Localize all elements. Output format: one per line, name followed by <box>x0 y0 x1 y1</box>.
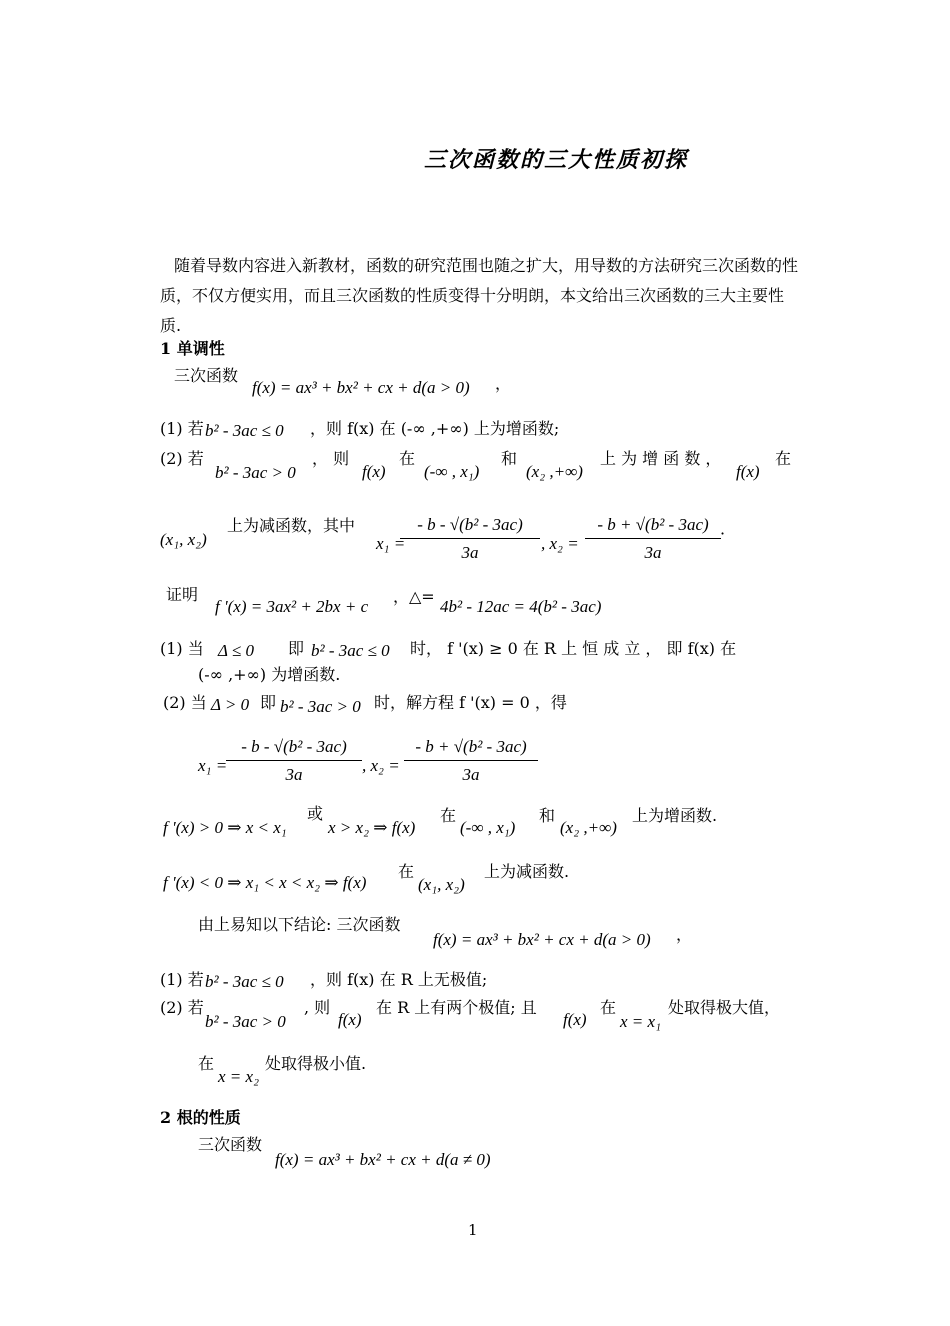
case-1-condition: b² - 3ac ≤ 0 <box>205 421 284 440</box>
conclusion-2-in-2: 在 <box>198 1054 215 1073</box>
conclusion-2-in: 在 <box>600 998 617 1017</box>
conclusion-formula: f(x) = ax³ + bx² + cx + d(a > 0) <box>433 930 651 949</box>
case-1-label: (1) 若 <box>160 419 204 438</box>
discriminant-sep: ，△= <box>393 587 435 606</box>
conclusion-2-x1: x = x₁ <box>620 1012 661 1031</box>
negative-derivative-tail: 上为减函数. <box>484 862 570 881</box>
negative-derivative-a: f '(x) < 0 ⇒ x₁ < x < x₂ ⇒ f(x) <box>163 873 367 892</box>
derivative-formula: f '(x) = 3ax² + 2bx + c <box>215 597 369 616</box>
comma: ， <box>495 374 512 393</box>
proof-case-2-rest: 时，解方程 f '(x) = 0 ，得 <box>374 693 567 712</box>
positive-derivative-or: 或 <box>307 804 324 823</box>
case-2-interval-2: (x₂ ,+∞) <box>526 462 583 481</box>
case-1-text: ，则 f(x) 在 (-∞ ,+∞) 上为增函数; <box>310 419 560 438</box>
root-x1-fraction <box>226 737 362 786</box>
conclusion-2-mid: 在 R 上有两个极值; 且 <box>376 998 537 1017</box>
positive-derivative-b: x > x₂ ⇒ f(x) <box>328 818 416 837</box>
x1-numerator: - b - √(b² - 3ac) <box>400 515 540 539</box>
page-number: 1 <box>468 1221 478 1239</box>
root-x2-fraction <box>404 737 538 786</box>
root-x1-numerator: - b - √(b² - 3ac) <box>226 737 362 761</box>
conclusion-1-condition: b² - 3ac ≤ 0 <box>205 972 284 991</box>
root-x2-denominator: 3a <box>462 765 480 785</box>
definition-formula: f(x) = ax³ + bx² + cx + d(a > 0) <box>252 378 470 397</box>
proof-case-1-ji: 即 <box>288 639 305 658</box>
conclusion-2-condition: b² - 3ac > 0 <box>205 1012 286 1031</box>
case-2-and: 和 <box>501 449 518 468</box>
positive-derivative-in: 在 <box>440 806 457 825</box>
case-2-decreasing: 上为减函数，其中 <box>227 516 356 535</box>
section-2-definition-label: 三次函数 <box>198 1135 263 1154</box>
conclusion-label: 由上易知以下结论: 三次函数 <box>198 915 401 934</box>
proof-case-1-delta: Δ ≤ 0 <box>218 641 255 660</box>
x2-numerator: - b + √(b² - 3ac) <box>585 515 721 539</box>
positive-derivative-tail: 上为增函数. <box>632 806 718 825</box>
positive-derivative-interval-1: (-∞ , x₁) <box>460 818 516 837</box>
case-2-then: ， 则 <box>312 449 350 468</box>
root-x1-lhs: x₁ = <box>198 756 228 775</box>
x1-fraction <box>400 515 540 564</box>
root-x2-lhs: , x₂ = <box>362 756 400 775</box>
case-2-label: (2) 若 <box>160 449 204 468</box>
case-2-f-2: f(x) <box>736 462 760 481</box>
conclusion-2-f-2: f(x) <box>563 1010 587 1029</box>
positive-derivative-a: f '(x) > 0 ⇒ x < x₁ <box>163 818 287 837</box>
conclusion-2-minimum: 处取得极小值. <box>265 1054 367 1073</box>
case-2-increasing: 上 为 增 函 数 ， <box>600 449 722 468</box>
x2-lhs: , x₂ = <box>541 534 579 553</box>
definition-label: 三次函数 <box>174 366 239 385</box>
root-x1-denominator: 3a <box>285 765 303 785</box>
conclusion-1-label: (1) 若 <box>160 970 204 989</box>
comma-2: ， <box>676 925 693 944</box>
x1-denominator: 3a <box>461 543 479 563</box>
dot: · <box>720 524 726 543</box>
case-2-in: 在 <box>399 449 416 468</box>
root-x2-numerator: - b + √(b² - 3ac) <box>404 737 538 761</box>
proof-case-2-condition: b² - 3ac > 0 <box>280 697 361 716</box>
negative-derivative-in: 在 <box>398 862 415 881</box>
x1-lhs: x₁ = <box>376 534 406 553</box>
section-2-heading: 2 根的性质 <box>160 1108 241 1127</box>
proof-case-2-delta: Δ > 0 <box>211 695 250 714</box>
proof-case-2-label: (2) 当 <box>163 693 207 712</box>
negative-derivative-interval: (x₁, x₂) <box>418 875 465 894</box>
conclusion-2-f: f(x) <box>338 1010 362 1029</box>
positive-derivative-interval-2: (x₂ ,+∞) <box>560 818 617 837</box>
conclusion-2-x2: x = x₂ <box>218 1067 259 1086</box>
proof-label: 证明 <box>166 585 199 604</box>
conclusion-2-maximum: 处取得极大值， <box>668 998 781 1017</box>
case-2-f: f(x) <box>362 462 386 481</box>
discriminant-formula: 4b² - 12ac = 4(b² - 3ac) <box>440 597 602 616</box>
page-title: 三次函数的三大性质初探 <box>424 147 689 173</box>
case-2-interval-3: (x₁, x₂) <box>160 530 207 549</box>
conclusion-2-label: (2) 若 <box>160 998 204 1017</box>
proof-case-1-line-2: (-∞ ,+∞) 为增函数. <box>198 665 341 684</box>
proof-case-1-rest: 时， f '(x) ≥ 0 在 R 上 恒 成 立 ， 即 f(x) 在 <box>410 639 737 658</box>
conclusion-2-ze: , 则 <box>304 998 331 1017</box>
proof-case-1-condition: b² - 3ac ≤ 0 <box>311 641 390 660</box>
case-2-in-2: 在 <box>775 449 792 468</box>
section-2-definition-formula: f(x) = ax³ + bx² + cx + d(a ≠ 0) <box>275 1150 491 1169</box>
x2-fraction <box>585 515 721 564</box>
proof-case-1-label: (1) 当 <box>160 639 204 658</box>
positive-derivative-and: 和 <box>539 806 556 825</box>
proof-case-2-ji: 即 <box>260 693 277 712</box>
intro-paragraph: 随着导数内容进入新教材，函数的研究范围也随之扩大，用导数的方法研究三次函数的性质，不仅方便实用，而且三次函数的性质变得十分明朗，本文给出三次函数的三大主要性质. <box>160 256 799 335</box>
x2-denominator: 3a <box>644 543 662 563</box>
conclusion-1-text: ，则 f(x) 在 R 上无极值; <box>310 970 488 989</box>
section-1-heading: 1 单调性 <box>160 339 225 358</box>
case-2-condition: b² - 3ac > 0 <box>215 463 296 482</box>
case-2-interval-1: (-∞ , x₁) <box>424 462 480 481</box>
